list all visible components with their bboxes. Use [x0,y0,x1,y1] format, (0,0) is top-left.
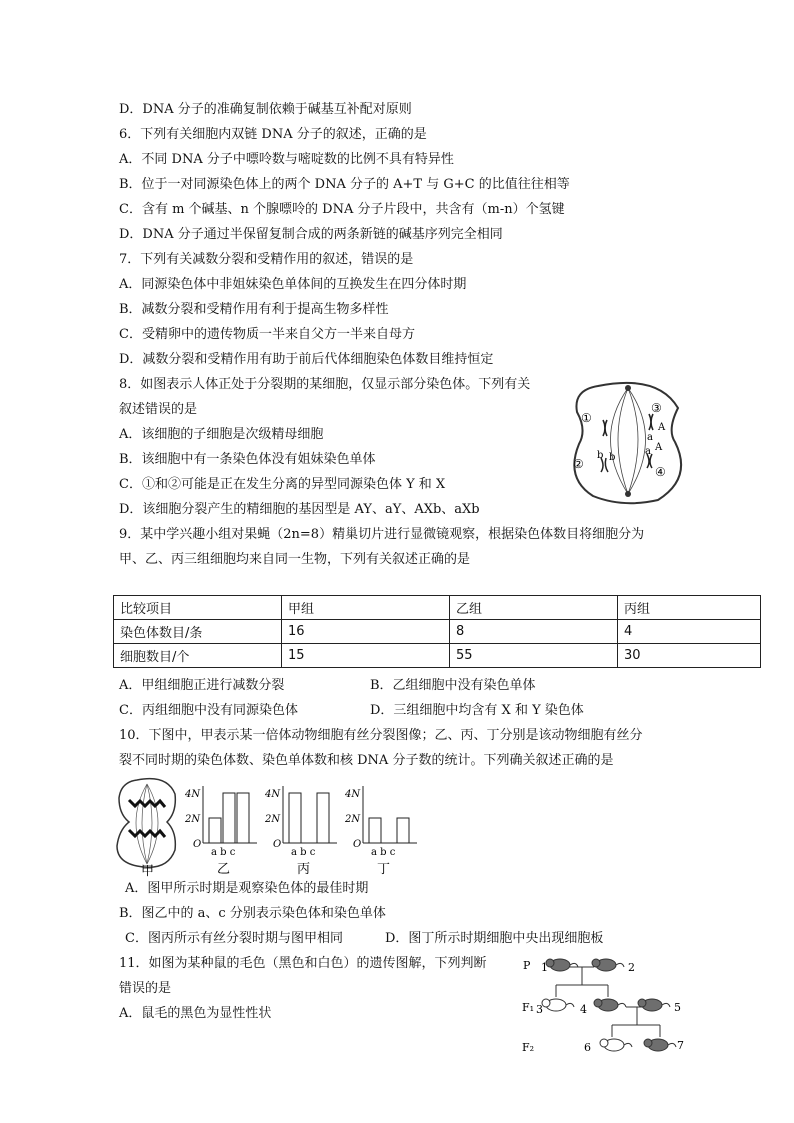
mouse-id-5: 5 [674,1001,681,1014]
x-tick-labels: a b c [291,847,316,858]
panel-label: 乙 [217,862,231,877]
q8-option-a: A．该细胞的子细胞是次级精母细胞 [119,427,324,442]
q9-stem-line1: 9．某中学兴趣小组对果蝇（2n=8）精巢切片进行显微镜观察，根据染色体数目将细胞分为 [119,527,645,542]
fig8-gene-b2: b [609,452,616,463]
bar-c [237,793,249,843]
fig8-label-4: ④ [655,465,666,479]
mouse-id-6: 6 [584,1041,591,1054]
q9-option-d: D．三组细胞中均含有 X 和 Y 染色体 [370,703,584,718]
spindle-fibers [611,388,646,494]
y-tick-label: 4N [345,789,361,800]
bar-a [369,818,381,843]
q9-option-c: C．丙组细胞中没有同源染色体 [119,703,298,718]
mouse-icon [542,999,574,1011]
y-tick-label: 4N [265,789,281,800]
centrosome-top [625,385,631,391]
table-cell: 16 [282,620,450,644]
mouse-id-1: 1 [541,961,548,974]
table-cell: 4 [618,620,761,644]
jia-cell [117,779,175,868]
q9-stem-line2: 甲、乙、丙三组细胞均来自同一生物，下列有关叙述正确的是 [119,552,471,567]
q8-stem-line2: 叙述错误的是 [119,402,198,417]
bar-c [397,818,409,843]
mouse-icon [592,959,624,971]
fig8-gene-a1: a [647,432,653,443]
q9-comparison-table [113,595,761,668]
bar-b [223,793,235,843]
chart-bing [264,786,337,877]
origin-label: O [353,839,362,850]
q9-option-b: B．乙组细胞中没有染色单体 [370,678,536,693]
fig8-label-1: ① [581,411,592,425]
mouse-icon [594,999,626,1011]
mouse-id-3: 3 [536,1003,543,1016]
y-tick-label: 2N [265,814,281,825]
panel-label-jia: 甲 [141,864,155,878]
fig8-label-2: ② [573,457,584,471]
q7-option-b: B．减数分裂和受精作用有利于提高生物多样性 [119,302,389,317]
q11-stem-line2: 错误的是 [119,981,172,996]
fig8-label-3: ③ [651,401,662,415]
table-header-cell: 丙组 [618,596,761,620]
y-tick-label: 2N [185,814,201,825]
panel-label: 丙 [297,862,311,877]
bar-a [289,793,301,843]
q11-stem-line1: 11．如图为某种鼠的毛色（黑色和白色）的遗传图解，下列判断 [119,956,487,971]
origin-label: O [193,839,202,850]
q6-option-d: D．DNA 分子通过半保留复制合成的两条新链的碱基序列完全相同 [119,227,503,242]
mice [542,959,676,1051]
bar-c [317,793,329,843]
x-tick-labels: a b c [211,847,236,858]
q10-option-c: C．图丙所示有丝分裂时期与图甲相同 [125,931,343,946]
centrosome-bottom [625,491,631,497]
mouse-id-7: 7 [677,1039,684,1052]
mouse-icon [638,999,670,1011]
q6-option-a: A．不同 DNA 分子中嘌呤数与嘧啶数的比例不具有特异性 [119,152,454,167]
bar-a [209,818,221,843]
q7-option-c: C．受精卵中的遗传物质一半来自父方一半来自母方 [119,327,415,342]
q8-option-b: B．该细胞中有一条染色体没有姐妹染色单体 [119,452,376,467]
table-cell: 染色体数目/条 [114,620,282,644]
fig8-gene-b1: b [597,450,604,461]
mouse-id-2: 2 [628,961,635,974]
q6-stem: 6．下列有关细胞内双链 DNA 分子的叙述，正确的是 [119,127,427,142]
q11-pedigree-figure [520,953,690,1069]
fig8-gene-a2: a [645,446,651,457]
table-cell: 细胞数目/个 [114,644,282,668]
table-row [114,644,761,668]
table-cell: 8 [450,620,618,644]
origin-label: O [273,839,282,850]
gen-label-f2: F₂ [522,1041,535,1054]
mouse-icon [600,1039,632,1051]
q9-option-a: A．甲组细胞正进行减数分裂 [119,678,285,693]
chart-ding [344,786,417,877]
cell-membrane [574,383,681,503]
table-row [114,620,761,644]
q11-option-a: A．鼠毛的黑色为显性性状 [119,1006,272,1021]
table-cell: 55 [450,644,618,668]
q10-option-a: A．图甲所示时期是观察染色体的最佳时期 [125,881,369,896]
q7-stem: 7．下列有关减数分裂和受精作用的叙述，错误的是 [119,252,414,267]
y-tick-label: 4N [185,789,201,800]
table-cell: 15 [282,644,450,668]
fig8-gene-A2: A [655,442,663,453]
q10-stem-line1: 10．下图中，甲表示某一倍体动物细胞有丝分裂图像；乙、丙、丁分别是该动物细胞有丝分 [119,728,643,743]
q8-stem-line1: 8．如图表示人体正处于分裂期的某细胞，仅显示部分染色体。下列有关 [119,377,531,392]
q8-option-d: D．该细胞分裂产生的精细胞的基因型是 AY、aY、AXb、aXb [119,502,480,517]
gen-label-p: P [523,959,531,972]
q6-option-c: C．含有 m 个碱基、n 个腺嘌呤的 DNA 分子片段中，共含有（m-n）个氢键 [119,202,565,217]
x-tick-labels: a b c [371,847,396,858]
q6-option-b: B．位于一对同源染色体上的两个 DNA 分子的 A+T 与 G+C 的比值往往相等 [119,177,570,192]
fig8-gene-A1: A [658,422,666,433]
table-header-cell: 甲组 [282,596,450,620]
panel-label: 丁 [377,862,391,877]
table-header-cell: 比较项目 [114,596,282,620]
q8-option-c: C．①和②可能是正在发生分离的异型同源染色体 Y 和 X [119,477,446,492]
q8-cell-figure [563,378,693,510]
q10-option-b: B．图乙中的 a、c 分别表示染色体和染色单体 [119,906,386,921]
q7-option-d: D．减数分裂和受精作用有助于前后代体细胞染色体数目维持恒定 [119,352,494,367]
table-header-row [114,596,761,620]
q5-option-d: D．DNA 分子的准确复制依赖于碱基互补配对原则 [119,102,412,117]
table-header-cell: 乙组 [450,596,618,620]
q10-option-d: D．图丁所示时期细胞中央出现细胞板 [385,931,604,946]
y-tick-label: 2N [345,814,361,825]
chart-yi [184,786,257,877]
mouse-icon [546,959,578,971]
mouse-icon [644,1039,676,1051]
table-cell: 30 [618,644,761,668]
gen-label-f1: F₁ [522,1001,535,1014]
q7-option-a: A．同源染色体中非姐妹染色单体间的互换发生在四分体时期 [119,277,467,292]
q10-figure [115,776,425,882]
mouse-id-4: 4 [580,1003,587,1016]
q10-stem-line2: 裂不同时期的染色体数、染色单体数和核 DNA 分子数的统计。下列确关叙述正确的是 [119,753,614,768]
